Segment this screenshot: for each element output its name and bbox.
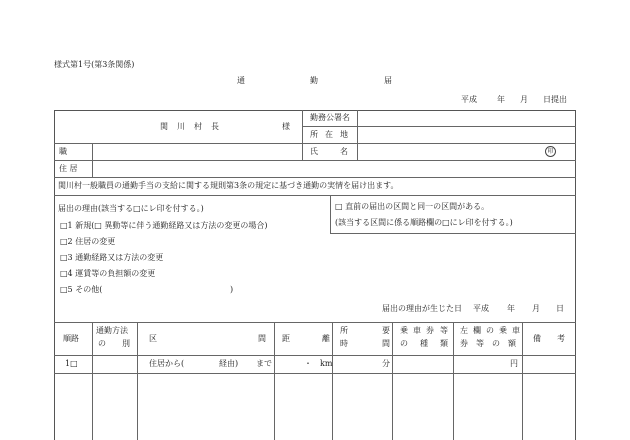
position-field[interactable] <box>93 144 302 160</box>
header-distance-char: 距 <box>282 334 290 343</box>
header-ticket-char: 等 <box>440 326 448 335</box>
recipient-char: 川 <box>177 122 185 131</box>
header-fare-char: 乗 <box>499 326 507 335</box>
title-char: 通 <box>237 76 245 85</box>
date-era: 平成 <box>461 95 477 104</box>
method-cell[interactable] <box>93 356 137 373</box>
header-time-char: 要 <box>382 326 390 335</box>
header-ticket-char: 類 <box>440 339 448 348</box>
header-method-char: 別 <box>122 339 130 348</box>
section-to: まで <box>256 359 272 368</box>
header-notes-char: 考 <box>557 334 565 343</box>
title-char: 届 <box>384 76 392 85</box>
title-char: 勤 <box>310 76 318 85</box>
name-field[interactable] <box>357 144 547 160</box>
fare-unit: 円 <box>510 359 518 368</box>
seal-icon: 印 <box>545 146 556 157</box>
residence-field[interactable] <box>93 161 576 177</box>
header-fare-char: の <box>486 326 494 335</box>
recipient-honorific: 様 <box>282 122 290 131</box>
form-number: 様式第1号(第3条関係) <box>54 60 135 69</box>
notes-cell[interactable] <box>523 356 576 373</box>
header-time-char: 間 <box>382 339 390 348</box>
date-year: 年 <box>497 95 505 104</box>
header-fare-char: 券 <box>460 339 468 348</box>
rule <box>302 110 303 160</box>
address-label-char: 地 <box>340 130 348 139</box>
reason-item-residence[interactable]: □2 住居の変更 <box>60 237 116 246</box>
statement-text: 関川村一般職員の通勤手当の支給に関する規則第3条の規定に基づき通勤の実情を届け出ます。 <box>58 181 399 190</box>
header-distance-char: 離 <box>322 334 330 343</box>
date-day: 日提出 <box>543 95 567 104</box>
time-unit: 分 <box>382 359 390 368</box>
same-section-instruction: (該当する区間に係る順路欄の□にレ印を付する。) <box>335 218 513 227</box>
header-fare-char: 額 <box>508 339 516 348</box>
ticket-type-cell[interactable] <box>393 356 453 373</box>
distance-dot: ・ <box>304 359 312 368</box>
date-month: 月 <box>520 95 528 104</box>
rule <box>392 322 393 440</box>
header-ticket-char: 種 <box>420 339 428 348</box>
rule <box>330 195 331 233</box>
header-section-char: 間 <box>258 334 266 343</box>
recipient-char: 長 <box>211 122 219 131</box>
reason-item-other[interactable]: □5 その他( <box>60 285 103 294</box>
rule <box>522 322 523 440</box>
occurrence-year: 年 <box>507 304 515 313</box>
rule <box>54 195 576 196</box>
rule <box>54 373 576 374</box>
reason-item-fare[interactable]: □4 運賃等の負担額の変更 <box>60 269 156 278</box>
occurrence-month: 月 <box>532 304 540 313</box>
position-label: 職 <box>59 147 67 156</box>
recipient-char: 関 <box>160 122 168 131</box>
address-field[interactable] <box>357 127 576 143</box>
recipient-char: 村 <box>194 122 202 131</box>
header-notes-char: 備 <box>533 334 541 343</box>
occurrence-day: 日 <box>556 304 564 313</box>
name-label-char: 名 <box>340 147 348 156</box>
header-fare-char: 欄 <box>473 326 481 335</box>
header-order: 順路 <box>63 334 79 343</box>
name-label-char: 氏 <box>310 147 318 156</box>
header-time-char: 所 <box>340 326 348 335</box>
rule <box>54 322 576 323</box>
same-section-note[interactable]: □ 直前の届出の区間と同一の区間がある。 <box>335 202 490 211</box>
header-time-char: 時 <box>340 339 348 348</box>
address-label-char: 所 <box>310 130 318 139</box>
header-fare-char: 左 <box>460 326 468 335</box>
reason-item-new[interactable]: □1 新規(□ 異動等に伴う通勤経路又は方法の変更の場合) <box>60 221 268 230</box>
reasons-heading: 届出の理由(該当する□にレ印を付する。) <box>58 204 204 213</box>
office-label: 勤務公署名 <box>310 113 350 122</box>
header-ticket-char: 車 <box>413 326 421 335</box>
header-method-char: の <box>98 339 106 348</box>
header-section-char: 区 <box>149 334 157 343</box>
header-fare-char: 等 <box>476 339 484 348</box>
rule <box>274 322 275 440</box>
occurrence-label: 届出の理由が生じた日 <box>382 304 462 313</box>
occurrence-era: 平成 <box>473 304 489 313</box>
header-ticket-char: の <box>400 339 408 348</box>
rule <box>92 322 93 440</box>
route-order-checkbox[interactable]: 1□ <box>65 359 78 368</box>
rule <box>54 177 576 178</box>
rule <box>453 322 454 440</box>
office-field[interactable] <box>357 110 576 126</box>
residence-label: 住 居 <box>59 164 78 173</box>
header-ticket-char: 乗 <box>400 326 408 335</box>
header-method: 通勤方法 <box>96 326 128 335</box>
distance-unit: km <box>320 359 333 368</box>
section-via: 経由) <box>219 359 239 368</box>
reason-other-close: ) <box>230 285 234 294</box>
address-label-char: 在 <box>325 130 333 139</box>
reason-item-route[interactable]: □3 通勤経路又は方法の変更 <box>60 253 164 262</box>
rule <box>137 322 138 440</box>
header-fare-char: 車 <box>512 326 520 335</box>
section-from: 住居から( <box>149 359 185 368</box>
rule <box>330 233 576 234</box>
rule <box>332 322 333 440</box>
header-ticket-char: 券 <box>426 326 434 335</box>
header-fare-char: の <box>492 339 500 348</box>
